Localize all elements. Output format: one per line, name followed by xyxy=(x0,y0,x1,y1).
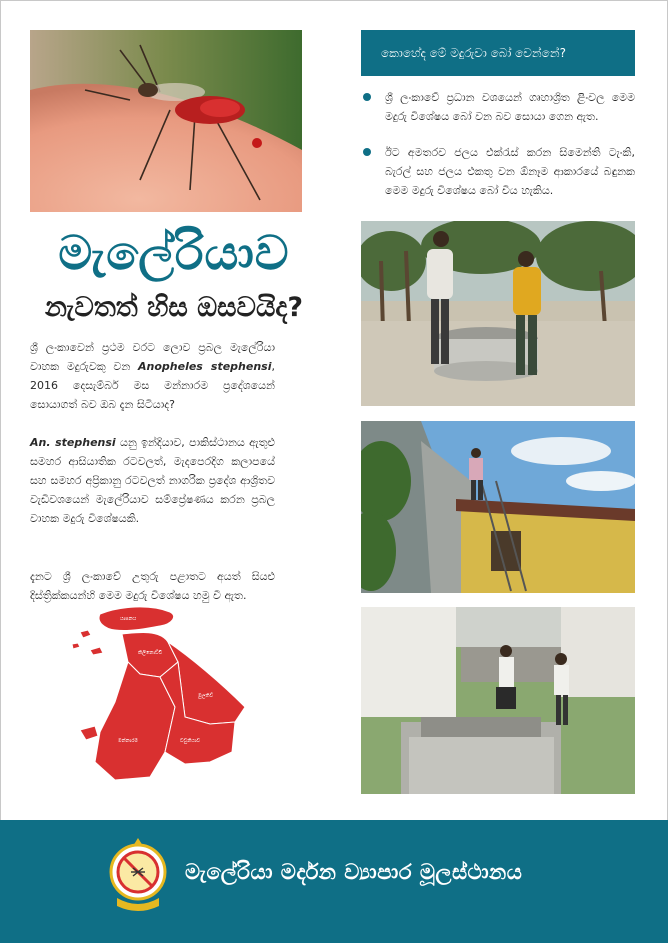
intro-text: ශ්‍රී ලංකාවෙන් ප්‍රථම වරට ලොව ප්‍රබල මැලේරියා වාහක මදුරුවකු වන xyxy=(30,341,275,373)
cement-tank-photo xyxy=(361,607,635,794)
intro-paragraph-1 xyxy=(30,338,275,414)
map-district-jaffna xyxy=(99,607,174,631)
map-label-vavuniya: වවුනියාව xyxy=(180,738,201,744)
anti-malaria-emblem-icon xyxy=(107,836,169,914)
question-banner: කොහේද මේ මදුරුවා බෝ වෙන්නේ? xyxy=(361,30,635,76)
bullet-dot-icon xyxy=(363,93,371,101)
bullet-item xyxy=(363,88,635,126)
intro-text: , 2016 දෙසැම්බර් මස මන්නාරම ප්‍රදේශයෙන් සොයාගත් බව ඔබ දැන සිටියාද? xyxy=(30,360,275,411)
bullet-item xyxy=(363,143,635,200)
headline-title: මැලේරියාව xyxy=(58,226,290,281)
northern-province-map xyxy=(60,602,295,802)
map-label-mullaitivu: මුලතිව් xyxy=(198,693,214,699)
map-label-kilinochchi: කිලිනොච්චි xyxy=(138,650,163,656)
intro-text: යනු ඉන්දියාව, පාකිස්ථානය ඇතුළු සමහර ආසියාතික රටවලත්, මැදපෙරදිග කලාපයේ සහ සමහර අප්‍රිකානු රටවලත් නාගරික ප්‍රදේශ ආශ්‍රිතව වැඩිවශයෙන් මැලේරියාව සම්ප්‍රේෂණය කරන ප්‍රබල වාහක මදුරු විශේෂයකි. xyxy=(30,436,276,525)
roof-tank-photo xyxy=(361,421,635,593)
species-name: An. stephensi xyxy=(30,436,116,449)
species-name: Anopheles stephensi xyxy=(138,360,272,373)
bullet-dot-icon xyxy=(363,148,371,156)
well-inspection-photo xyxy=(361,221,635,406)
intro-paragraph-2 xyxy=(30,433,275,528)
bullet-text: ඊට අමතරව ජලය එක්රැස් කරන සිමෙන්ති ටැංකි, බැරල් සහ ජලය එකතු වන ඕනෑම ආකාරයේ බඳුනක මෙම මදුරු විශේෂය බෝ විය හැකිය. xyxy=(385,146,635,197)
footer-title: මැලේරියා මර්දන ව්‍යාපාර මූලස්ථානය xyxy=(185,860,523,884)
map-label-jaffna: යාපනය xyxy=(120,616,137,622)
map-label-mannar: මන්නාරම xyxy=(118,738,138,744)
intro-paragraph-3: දැනට ශ්‍රී ලංකාවේ උතුරු පළාතට අයත් සියළු දිස්ත්‍රික්කයන්හි මෙම මදුරු විශේෂය හමු වී ඇත. xyxy=(30,570,275,602)
mosquito-photo xyxy=(30,30,302,212)
bullet-text: ශ්‍රී ලංකාවේ ප්‍රධාන වශයෙන් ගෘහාශ්‍රිත ළිංවල මෙම මදුරු විශේෂය බෝ වන බව සොයා ගෙන ඇත. xyxy=(385,91,635,123)
headline-subtitle: නැවතත් හිස ඔසවයිද? xyxy=(44,292,304,323)
